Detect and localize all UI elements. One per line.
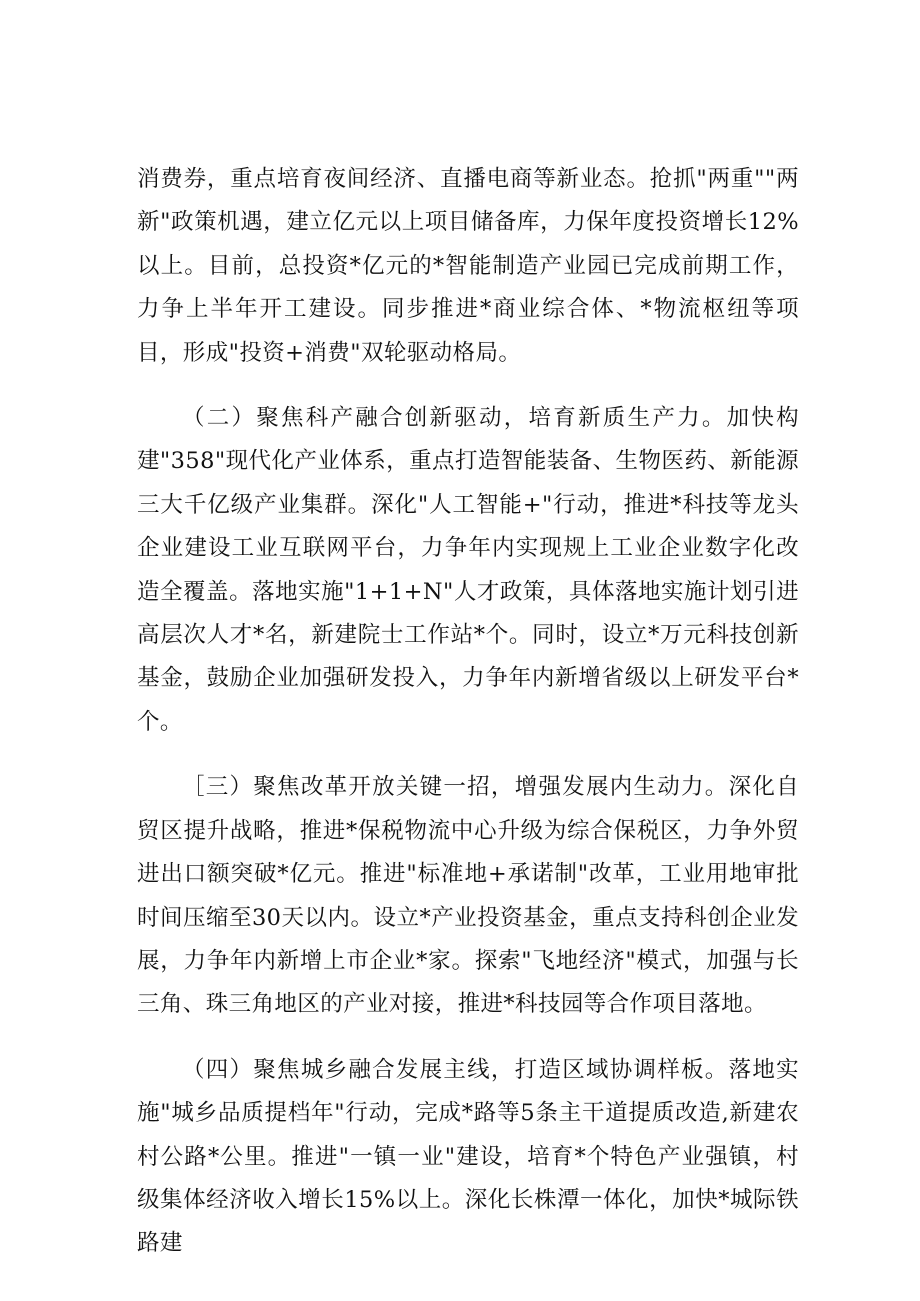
document-body <box>137 158 799 1266</box>
paragraph-section-three: ［三）聚焦改革开放关键一招，增强发展内生动力。深化自贸区提升战略，推进*保税物流中心升级为综合保税区，力争外贸进出口额突破*亿元。推进"标准地+承诺制"改革，工业用地审批时间压缩至30天以内。设立*产业投资基金，重点支持科创企业发展，力争年内新增上市企业*家。探索"飞地经济"模式，加强与长三角、珠三角地区的产业对接，推进*科技园等合作项目落地。 <box>137 774 799 1018</box>
paragraph-section-two: （二）聚焦科产融合创新驱动，培育新质生产力。加快构建"358"现代化产业体系，重点打造智能装备、生物医药、新能源三大千亿级产业集群。深化"人工智能+"行动，推进*科技等龙头企业建设工业互联网平台，力争年内实现规上工业企业数字化改造全覆盖。落地实施"1+1+N"人才政策，具体落地实施计划引进高层次人才*名，新建院士工作站*个。同时，设立*万元科技创新基金，鼓励企业加强研发投入，力争年内新增省级以上研发平台*个。 <box>137 405 799 735</box>
paragraph-continued: 消费券，重点培育夜间经济、直播电商等新业态。抢抓"两重""两新"政策机遇，建立亿元以上项目储备库，力保年度投资增长12%以上。目前，总投资*亿元的*智能制造产业园已完成前期工作，力争上半年开工建设。同步推进*商业综合体、*物流枢纽等项目，形成"投资+消费"双轮驱动格局。 <box>137 166 799 366</box>
paragraph-section-four: （四）聚焦城乡融合发展主线，打造区域协调样板。落地实施"城乡品质提档年"行动，完成*路等5条主干道提质改造,新建农村公路*公里。推进"一镇一业"建设，培育*个特色产业强镇，村级集体经济收入增长15%以上。深化长株潭一体化，加快*城际铁路建 <box>137 1056 799 1257</box>
